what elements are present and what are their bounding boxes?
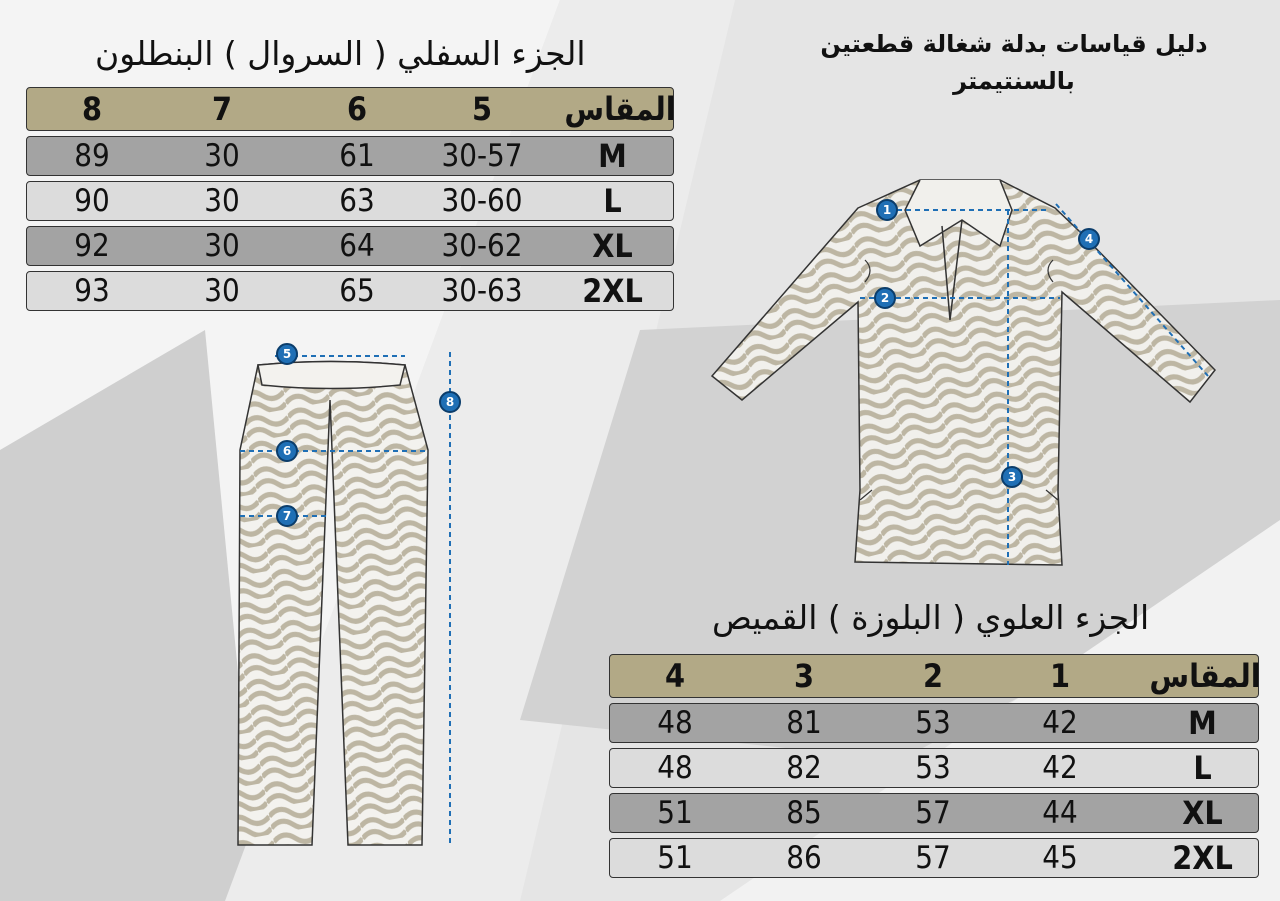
marker-5-icon: 5 [276, 343, 298, 365]
value-cell: 51 [657, 839, 693, 876]
size-cell: M [598, 137, 627, 175]
marker-7-icon: 7 [276, 505, 298, 527]
value-cell: 30-62 [441, 227, 523, 264]
value-cell: 57 [915, 794, 951, 831]
pants-drawing [230, 340, 480, 855]
size-column-label: المقاس [564, 90, 676, 128]
value-cell: 57 [915, 839, 951, 876]
value-cell: 93 [74, 272, 110, 309]
value-cell: 30 [204, 227, 240, 264]
marker-1-icon: 1 [876, 199, 898, 221]
value-cell: 81 [786, 704, 822, 741]
size-cell: L [603, 182, 622, 220]
page-title-line-1: دليل قياسات بدلة شغالة قطعتين [820, 30, 1208, 58]
value-cell: 30-60 [441, 182, 523, 219]
value-cell: 89 [74, 137, 110, 174]
value-cell: 30 [204, 137, 240, 174]
pants-section-title: الجزء السفلي ( السروال ) البنطلون [95, 34, 586, 73]
table-row [609, 793, 1259, 833]
measure-col-1: 1 [1049, 657, 1071, 695]
value-cell: 42 [1042, 704, 1078, 741]
table-row [609, 703, 1259, 743]
value-cell: 45 [1042, 839, 1078, 876]
measure-col-4: 4 [664, 657, 686, 695]
measure-col-5: 5 [471, 90, 493, 128]
table-row [26, 181, 674, 221]
size-cell: XL [1182, 794, 1223, 832]
value-cell: 86 [786, 839, 822, 876]
marker-8-icon: 8 [439, 391, 461, 413]
page-title-line-2: بالسنتيمتر [953, 67, 1075, 96]
measure-col-6: 6 [346, 90, 368, 128]
shirt-size-table [609, 654, 1259, 878]
value-cell: 82 [786, 749, 822, 786]
size-cell: XL [592, 227, 633, 265]
shirt-illustration [700, 170, 1220, 580]
marker-4-icon: 4 [1078, 228, 1100, 250]
pants-body [238, 362, 428, 846]
size-cell: 2XL [582, 272, 643, 310]
value-cell: 64 [339, 227, 375, 264]
value-cell: 63 [339, 182, 375, 219]
value-cell: 53 [915, 704, 951, 741]
value-cell: 90 [74, 182, 110, 219]
shirt-body [712, 180, 1215, 565]
value-cell: 44 [1042, 794, 1078, 831]
pants-waistband [258, 362, 405, 389]
marker-3-icon: 3 [1001, 466, 1023, 488]
size-cell: 2XL [1172, 839, 1233, 877]
value-cell: 48 [657, 749, 693, 786]
size-cell: M [1188, 704, 1217, 742]
measure-col-8: 8 [81, 90, 103, 128]
table-row [26, 136, 674, 176]
size-column-label: المقاس [1149, 657, 1261, 695]
value-cell: 92 [74, 227, 110, 264]
table-row [26, 271, 674, 311]
measure-col-7: 7 [211, 90, 233, 128]
value-cell: 30 [204, 272, 240, 309]
value-cell: 53 [915, 749, 951, 786]
value-cell: 61 [339, 137, 375, 174]
value-cell: 42 [1042, 749, 1078, 786]
value-cell: 30-63 [441, 272, 523, 309]
table-row [609, 838, 1259, 878]
value-cell: 51 [657, 794, 693, 831]
marker-2-icon: 2 [874, 287, 896, 309]
value-cell: 30-57 [441, 137, 523, 174]
value-cell: 65 [339, 272, 375, 309]
shirt-table-header [609, 654, 1259, 698]
shirt-section-title: الجزء العلوي ( البلوزة ) القميص [712, 598, 1150, 637]
measure-col-3: 3 [793, 657, 815, 695]
table-row [26, 226, 674, 266]
measure-col-2: 2 [922, 657, 944, 695]
shirt-drawing [700, 170, 1220, 580]
value-cell: 30 [204, 182, 240, 219]
pants-illustration [230, 340, 480, 855]
pants-size-table [26, 87, 674, 311]
pants-table-header [26, 87, 674, 131]
marker-6-icon: 6 [276, 440, 298, 462]
value-cell: 85 [786, 794, 822, 831]
table-row [609, 748, 1259, 788]
value-cell: 48 [657, 704, 693, 741]
page-title [794, 26, 1234, 100]
size-cell: L [1193, 749, 1212, 787]
